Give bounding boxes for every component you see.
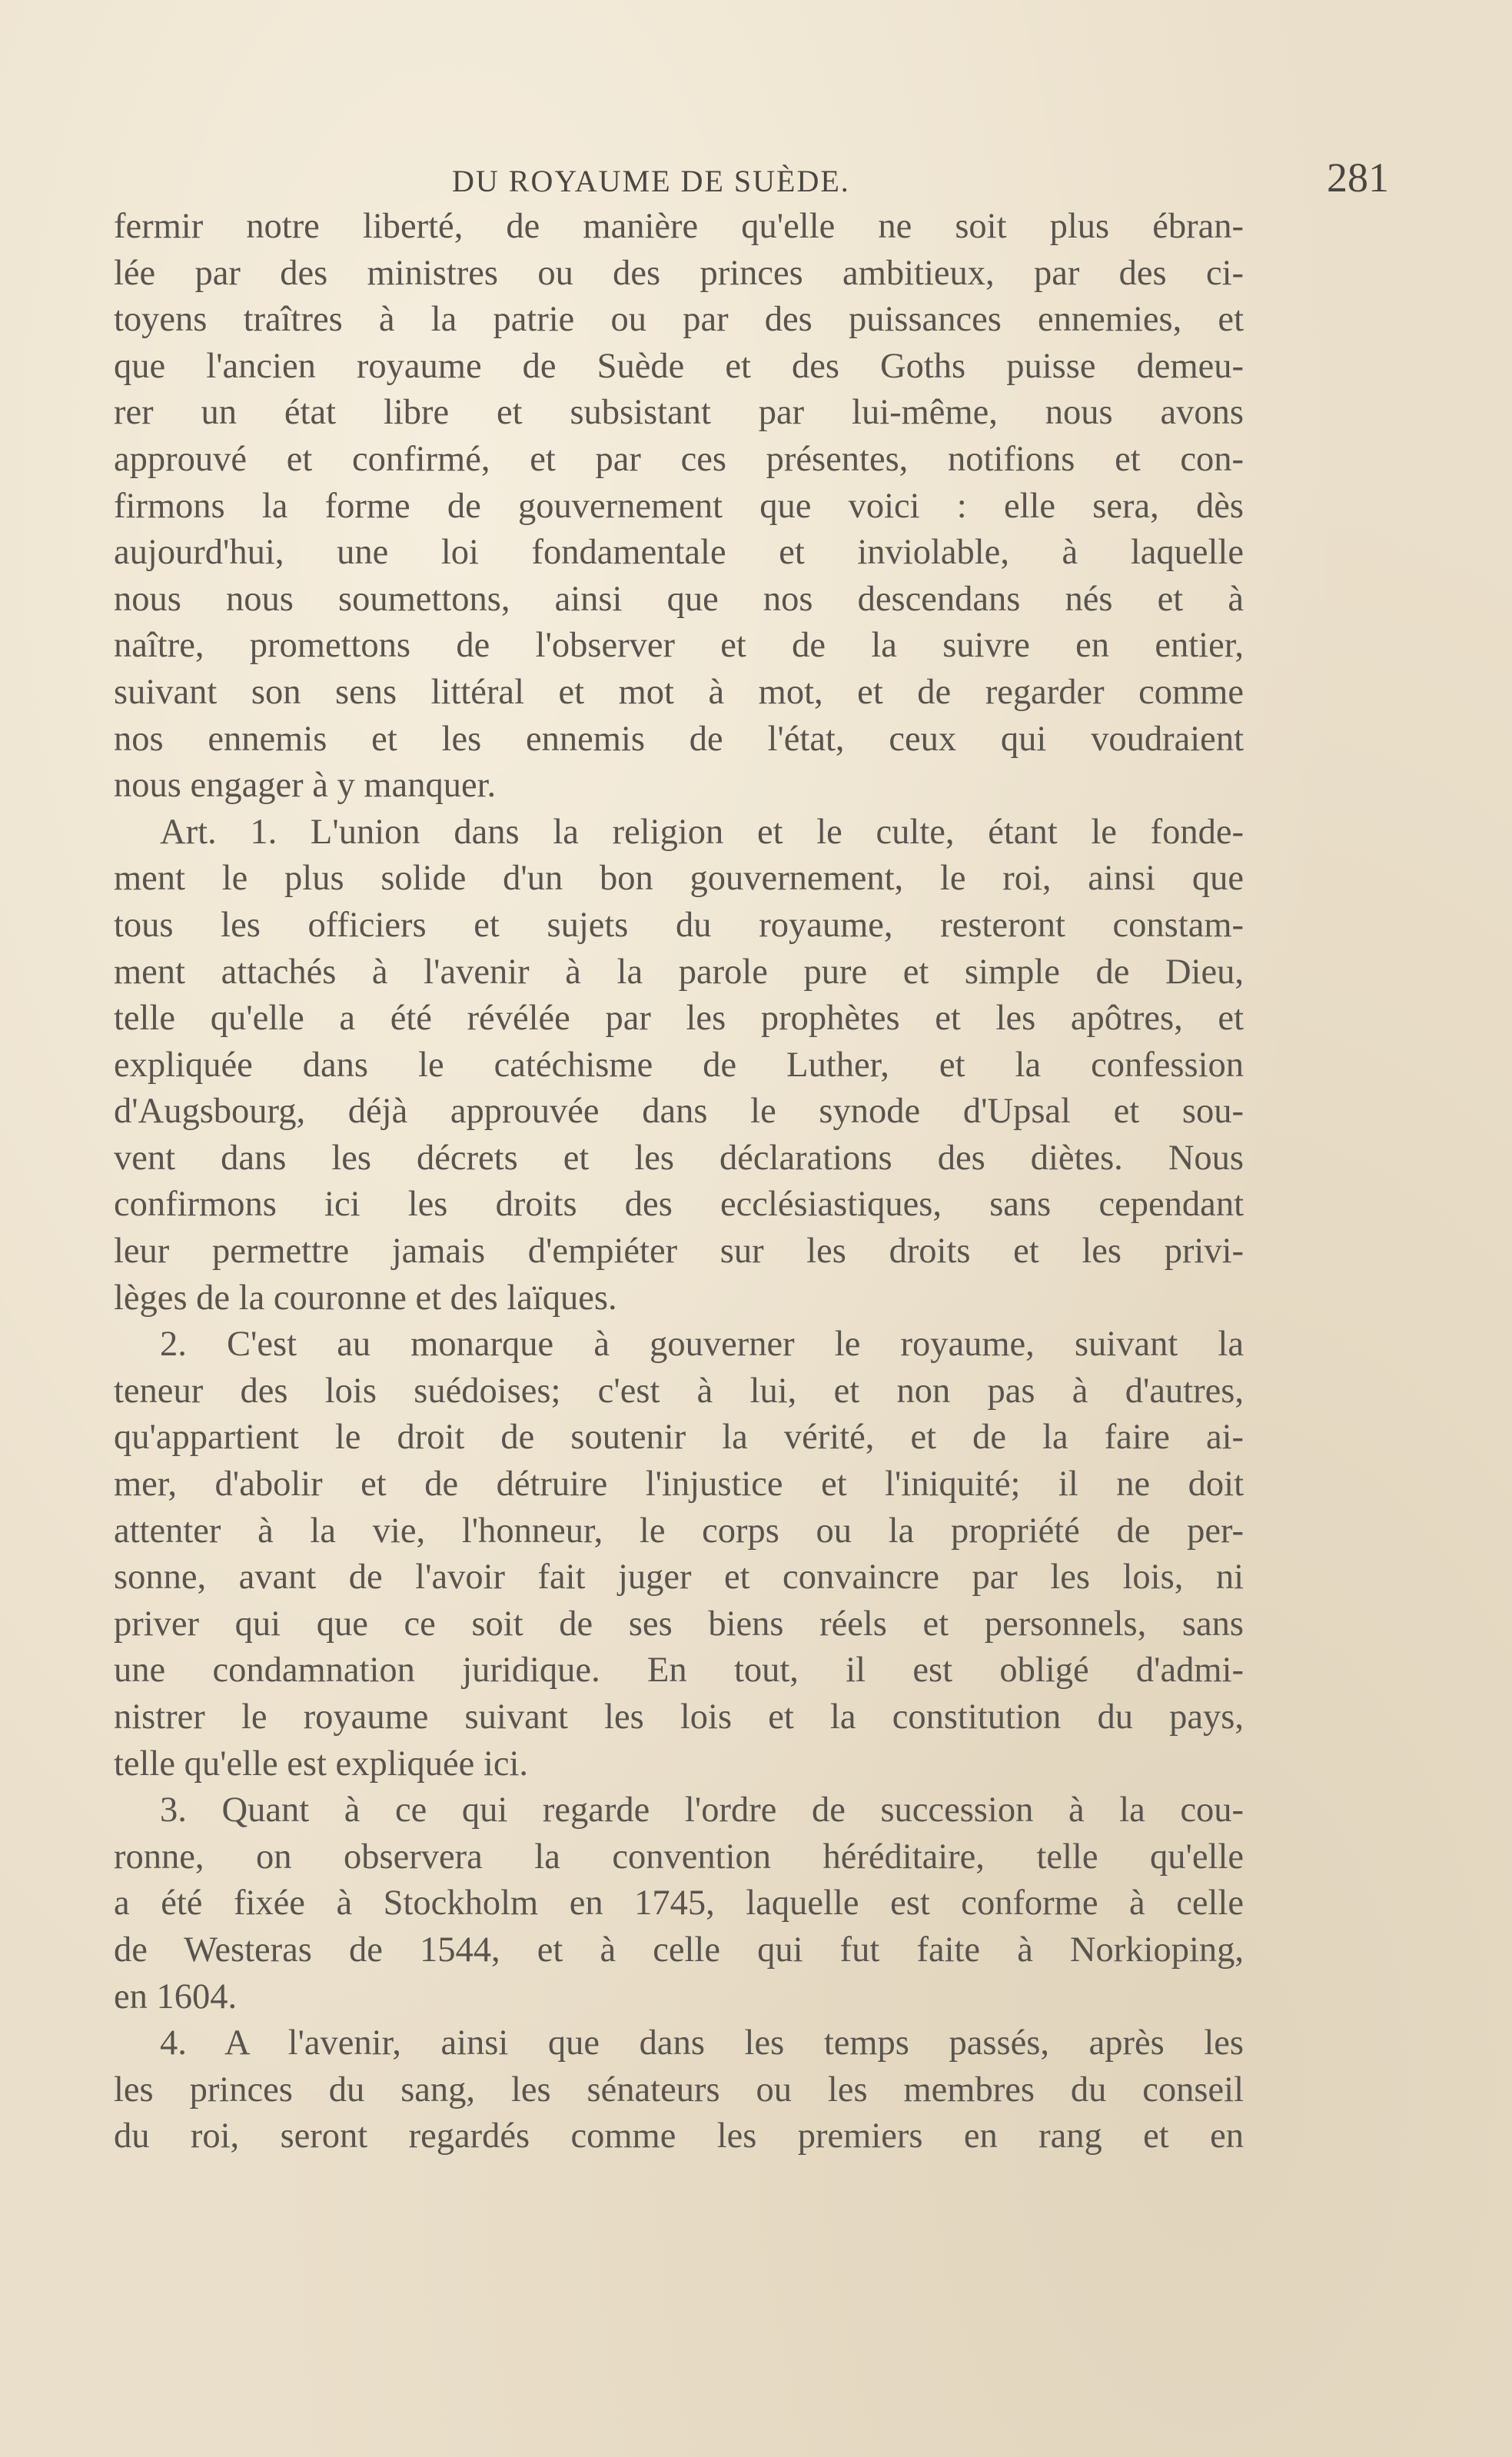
- text-line: du roi, seront regardés comme les premiers en rang et en: [114, 2116, 1244, 2156]
- text-line: fermir notre liberté, de manière qu'elle ne soit plus ébran-: [114, 207, 1244, 246]
- article-3-heading-line: 3. Quant à ce qui regarde l'ordre de succession à la cou-: [160, 1790, 1244, 1830]
- text-line: de Westeras de 1544, et à celle qui fut faite à Norkioping,: [114, 1930, 1244, 1970]
- text-line: telle qu'elle est expliquée ici.: [114, 1744, 529, 1784]
- article-1-heading-line: Art. 1. L'union dans la religion et le culte, étant le fonde-: [160, 812, 1244, 852]
- article-2-heading-line: 2. C'est au monarque à gouverner le royaume, suivant la: [160, 1325, 1244, 1365]
- text-line: tous les officiers et sujets du royaume, resteront constam-: [114, 905, 1244, 945]
- text-line: nous engager à y manquer.: [114, 766, 497, 806]
- text-line: rer un état libre et subsistant par lui-même, nous avons: [114, 393, 1244, 433]
- text-line: ment attachés à l'avenir à la parole pure et simple de Dieu,: [114, 952, 1244, 992]
- text-line: expliquée dans le catéchisme de Luther, et la confession: [114, 1045, 1244, 1085]
- text-line: telle qu'elle a été révélée par les prophètes et les apôtres, et: [114, 999, 1244, 1039]
- text-line: naître, promettons de l'observer et de la suivre en entier,: [114, 626, 1244, 666]
- text-line: approuvé et confirmé, et par ces présentes, notifions et con-: [114, 439, 1244, 479]
- text-line: a été fixée à Stockholm en 1745, laquelle est conforme à celle: [114, 1883, 1244, 1923]
- text-line: priver qui que ce soit de ses biens réels et personnels, sans: [114, 1604, 1244, 1644]
- text-line: une condamnation juridique. En tout, il est obligé d'admi-: [114, 1651, 1244, 1691]
- text-line: nous nous soumettons, ainsi que nos descendans nés et à: [114, 579, 1244, 619]
- page-number: 281: [1327, 155, 1389, 201]
- text-line: lèges de la couronne et des laïques.: [114, 1278, 617, 1318]
- text-line: vent dans les décrets et les déclarations des diètes. Nous: [114, 1138, 1244, 1178]
- body-text: [114, 204, 1244, 2160]
- text-line: qu'appartient le droit de soutenir la vérité, et de la faire ai-: [114, 1418, 1244, 1458]
- text-line: les princes du sang, les sénateurs ou les membres du conseil: [114, 2070, 1244, 2110]
- text-line: aujourd'hui, une loi fondamentale et inviolable, à laquelle: [114, 533, 1244, 573]
- text-line: teneur des lois suédoises; c'est à lui, et non pas à d'autres,: [114, 1371, 1244, 1411]
- article-4-heading-line: 4. A l'avenir, ainsi que dans les temps passés, après les: [160, 2023, 1244, 2063]
- text-line: d'Augsbourg, déjà approuvée dans le synode d'Upsal et sou-: [114, 1092, 1244, 1132]
- text-line: ment le plus solide d'un bon gouvernement, le roi, ainsi que: [114, 859, 1244, 899]
- text-line: en 1604.: [114, 1977, 238, 2016]
- text-line: leur permettre jamais d'empiéter sur les droits et les privi-: [114, 1232, 1244, 1272]
- text-line: ronne, on observera la convention héréditaire, telle qu'elle: [114, 1837, 1244, 1877]
- text-line: confirmons ici les droits des ecclésiastiques, sans cependant: [114, 1185, 1244, 1225]
- text-line: lée par des ministres ou des princes ambitieux, par des ci-: [114, 253, 1244, 293]
- running-head: [114, 154, 1389, 201]
- running-title: DU ROYAUME DE SUÈDE.: [452, 164, 850, 198]
- text-line: toyens traîtres à la patrie ou par des puissances ennemies, et: [114, 300, 1244, 340]
- text-line: firmons la forme de gouvernement que voici : elle sera, dès: [114, 486, 1244, 526]
- text-line: nistrer le royaume suivant les lois et la constitution du pays,: [114, 1697, 1244, 1737]
- text-line: suivant son sens littéral et mot à mot, et de regarder comme: [114, 672, 1244, 712]
- text-line: sonne, avant de l'avoir fait juger et convaincre par les lois, ni: [114, 1558, 1244, 1598]
- text-line: mer, d'abolir et de détruire l'injustice et l'iniquité; il ne doit: [114, 1465, 1244, 1504]
- text-line: attenter à la vie, l'honneur, le corps ou la propriété de per-: [114, 1511, 1244, 1551]
- text-line: nos ennemis et les ennemis de l'état, ceux qui voudraient: [114, 719, 1244, 759]
- text-line: que l'ancien royaume de Suède et des Goths puisse demeu-: [114, 346, 1244, 386]
